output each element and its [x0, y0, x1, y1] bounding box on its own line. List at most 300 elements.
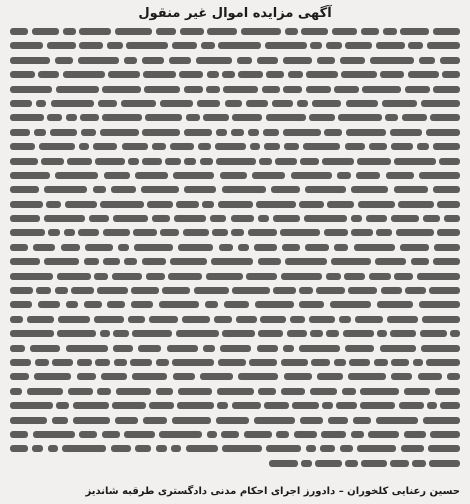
text-word: [10, 359, 31, 366]
text-word: [186, 114, 200, 121]
text-word: [222, 330, 255, 337]
text-word: [433, 186, 460, 193]
text-line: [10, 343, 460, 355]
text-word: [377, 330, 387, 337]
text-line: [10, 170, 460, 182]
text-word: [81, 129, 96, 136]
text-word: [380, 71, 404, 78]
text-word: [260, 316, 286, 323]
text-word: [168, 273, 202, 280]
text-word: [103, 229, 130, 236]
text-line: [10, 199, 460, 211]
text-word: [73, 402, 109, 409]
text-word: [57, 330, 96, 337]
text-word: [238, 373, 278, 380]
text-word: [112, 402, 146, 409]
text-word: [411, 258, 429, 265]
text-word: [143, 71, 176, 78]
text-word: [77, 373, 96, 380]
text-word: [207, 71, 219, 78]
text-word: [222, 186, 266, 193]
text-word: [266, 445, 301, 452]
text-word: [84, 301, 102, 308]
text-word: [266, 71, 284, 78]
text-word: [210, 215, 226, 222]
text-line: [10, 415, 460, 427]
text-word: [57, 273, 91, 280]
text-word: [32, 28, 59, 35]
text-line: [10, 227, 460, 239]
text-word: [10, 143, 35, 150]
text-word: [156, 359, 169, 366]
text-word: [48, 445, 58, 452]
text-word: [159, 301, 199, 308]
text-word: [100, 129, 139, 136]
text-word: [374, 359, 388, 366]
text-word: [179, 71, 203, 78]
text-word: [10, 417, 47, 424]
text-word: [78, 57, 119, 64]
text-word: [430, 431, 460, 438]
text-word: [281, 273, 322, 280]
text-word: [232, 287, 270, 294]
text-word: [144, 86, 180, 93]
text-word: [396, 229, 434, 236]
text-word: [10, 186, 39, 193]
text-word: [360, 388, 399, 395]
text-word: [426, 359, 460, 366]
text-word: [427, 402, 437, 409]
text-word: [10, 316, 23, 323]
text-word: [84, 258, 99, 265]
text-line: [10, 429, 460, 441]
text-word: [152, 143, 166, 150]
text-word: [200, 158, 213, 165]
text-word: [41, 158, 64, 165]
text-word: [361, 460, 387, 467]
text-word: [400, 28, 429, 35]
text-word: [246, 273, 277, 280]
text-word: [309, 316, 335, 323]
text-word: [132, 330, 172, 337]
text-word: [115, 417, 138, 424]
text-word: [79, 42, 103, 49]
text-word: [80, 114, 99, 121]
text-word: [39, 143, 75, 150]
text-word: [146, 273, 165, 280]
text-word: [174, 215, 206, 222]
text-word: [345, 143, 365, 150]
text-word: [124, 258, 137, 265]
text-word: [68, 388, 93, 395]
text-word: [10, 215, 40, 222]
text-word: [113, 215, 148, 222]
text-word: [309, 114, 335, 121]
text-word: [152, 215, 170, 222]
text-word: [287, 330, 307, 337]
text-word: [334, 359, 346, 366]
text-line: [10, 69, 460, 81]
text-word: [173, 172, 214, 179]
text-word: [326, 273, 341, 280]
text-word: [156, 445, 167, 452]
text-word: [391, 359, 409, 366]
text-word: [419, 172, 460, 179]
text-word: [434, 244, 460, 251]
text-line: [10, 443, 460, 455]
text-word: [292, 402, 319, 409]
text-word: [450, 330, 460, 337]
text-word: [264, 402, 289, 409]
text-word: [391, 143, 413, 150]
text-word: [30, 345, 60, 352]
text-word: [171, 445, 181, 452]
text-word: [429, 460, 460, 467]
text-word: [332, 28, 357, 35]
text-word: [299, 301, 324, 308]
text-word: [273, 215, 300, 222]
text-line: [10, 357, 460, 369]
text-word: [33, 244, 55, 251]
text-word: [124, 57, 137, 64]
text-word: [430, 114, 460, 121]
text-word: [258, 215, 269, 222]
text-word: [398, 201, 434, 208]
text-word: [249, 359, 277, 366]
text-word: [124, 431, 155, 438]
text-word: [38, 71, 59, 78]
text-word: [224, 301, 249, 308]
text-line: [10, 386, 460, 398]
text-word: [55, 172, 98, 179]
text-word: [212, 229, 228, 236]
text-word: [345, 460, 358, 467]
text-word: [217, 388, 254, 395]
text-word: [366, 215, 387, 222]
text-word: [433, 143, 460, 150]
text-word: [93, 143, 117, 150]
text-word: [115, 28, 152, 35]
text-word: [149, 316, 178, 323]
text-word: [369, 143, 387, 150]
text-word: [275, 158, 297, 165]
text-word: [369, 273, 391, 280]
text-word: [439, 158, 460, 165]
text-word: [176, 201, 199, 208]
text-word: [95, 359, 110, 366]
text-word: [206, 86, 220, 93]
text-word: [300, 417, 323, 424]
text-word: [248, 229, 277, 236]
text-word: [62, 445, 106, 452]
text-word: [320, 445, 335, 452]
text-word: [351, 431, 364, 438]
text-word: [376, 417, 418, 424]
text-word: [94, 273, 108, 280]
text-word: [220, 172, 247, 179]
text-line: [10, 400, 460, 412]
text-word: [218, 42, 261, 49]
text-word: [291, 172, 332, 179]
text-word: [167, 345, 198, 352]
text-word: [55, 57, 73, 64]
text-word: [218, 359, 246, 366]
text-word: [315, 460, 342, 467]
text-word: [351, 186, 388, 193]
text-word: [50, 129, 77, 136]
text-word: [101, 373, 127, 380]
text-word: [32, 445, 43, 452]
text-word: [178, 388, 212, 395]
text-word: [131, 301, 153, 308]
text-word: [257, 345, 278, 352]
text-word: [10, 172, 50, 179]
text-word: [184, 86, 203, 93]
text-word: [172, 359, 214, 366]
text-word: [66, 345, 108, 352]
text-word: [404, 388, 430, 395]
text-word: [254, 417, 295, 424]
text-word: [156, 28, 176, 35]
text-word: [299, 287, 313, 294]
text-word: [10, 388, 22, 395]
text-word: [10, 330, 54, 337]
text-word: [114, 359, 127, 366]
text-word: [310, 330, 323, 337]
text-word: [290, 316, 305, 323]
text-word: [394, 186, 428, 193]
text-word: [52, 359, 73, 366]
text-word: [132, 373, 167, 380]
text-word: [433, 28, 460, 35]
text-word: [147, 201, 173, 208]
text-word: [194, 287, 229, 294]
text-line: [10, 242, 460, 254]
text-word: [95, 158, 125, 165]
text-word: [231, 215, 254, 222]
text-word: [103, 258, 120, 265]
text-word: [285, 28, 298, 35]
text-word: [238, 71, 263, 78]
text-word: [35, 359, 49, 366]
text-word: [10, 244, 28, 251]
notice-signature: حسین رعنایی کلخوران – دادورز اجرای احکام مدنی دادگستری طرقبه شاندیز: [85, 486, 460, 497]
text-word: [390, 460, 409, 467]
text-word: [10, 345, 25, 352]
text-word: [391, 373, 412, 380]
text-word: [299, 345, 340, 352]
text-word: [79, 28, 111, 35]
text-word: [428, 445, 460, 452]
text-word: [184, 129, 212, 136]
text-word: [138, 345, 161, 352]
text-word: [402, 114, 427, 121]
text-word: [376, 42, 405, 49]
text-word: [348, 287, 377, 294]
text-word: [304, 215, 347, 222]
text-word: [271, 186, 300, 193]
text-word: [34, 129, 46, 136]
text-word: [130, 359, 152, 366]
text-word: [331, 258, 371, 265]
text-line: [10, 314, 460, 326]
text-word: [423, 417, 460, 424]
text-word: [205, 301, 218, 308]
text-word: [44, 258, 79, 265]
text-word: [142, 57, 164, 64]
text-word: [44, 186, 87, 193]
text-word: [310, 42, 322, 49]
text-word: [345, 42, 372, 49]
text-word: [216, 158, 256, 165]
text-word: [399, 402, 424, 409]
text-word: [203, 114, 229, 121]
text-word: [66, 114, 77, 121]
text-word: [10, 129, 30, 136]
text-line: [10, 285, 460, 297]
text-word: [172, 417, 211, 424]
text-line: [10, 256, 460, 268]
text-word: [417, 273, 460, 280]
text-word: [215, 143, 246, 150]
text-word: [358, 201, 395, 208]
text-word: [273, 287, 296, 294]
text-word: [337, 172, 351, 179]
text-word: [55, 287, 68, 294]
text-word: [10, 57, 50, 64]
text-word: [381, 287, 402, 294]
text-word: [422, 316, 460, 323]
text-word: [272, 100, 293, 107]
text-word: [177, 402, 214, 409]
text-word: [276, 431, 289, 438]
text-word: [301, 28, 328, 35]
text-line: [10, 213, 460, 225]
text-word: [404, 431, 426, 438]
text-word: [427, 42, 460, 49]
text-word: [437, 229, 460, 236]
text-word: [390, 129, 422, 136]
text-word: [10, 402, 53, 409]
text-line: [10, 184, 460, 196]
text-word: [354, 244, 395, 251]
text-word: [200, 373, 233, 380]
text-word: [282, 244, 300, 251]
text-word: [203, 345, 215, 352]
text-word: [283, 129, 321, 136]
text-word: [385, 114, 398, 121]
text-word: [246, 100, 268, 107]
text-word: [216, 417, 249, 424]
text-line: [10, 127, 460, 139]
text-word: [317, 373, 343, 380]
text-word: [306, 445, 316, 452]
text-word: [63, 71, 105, 78]
text-word: [94, 316, 124, 323]
text-word: [266, 114, 306, 121]
text-word: [418, 373, 442, 380]
text-word: [113, 330, 129, 337]
text-word: [401, 445, 424, 452]
text-word: [387, 316, 418, 323]
text-word: [257, 57, 278, 64]
text-word: [231, 229, 244, 236]
text-word: [383, 28, 397, 35]
text-word: [10, 229, 45, 236]
text-line: [10, 371, 460, 383]
text-word: [56, 402, 69, 409]
text-word: [10, 445, 28, 452]
text-word: [107, 301, 125, 308]
text-word: [218, 201, 253, 208]
text-word: [160, 229, 179, 236]
text-word: [89, 215, 109, 222]
text-word: [44, 215, 85, 222]
text-word: [197, 100, 220, 107]
text-word: [165, 158, 181, 165]
text-line: [10, 98, 460, 110]
text-word: [135, 445, 151, 452]
text-word: [263, 129, 279, 136]
text-word: [33, 431, 75, 438]
text-word: [128, 158, 139, 165]
text-word: [322, 402, 333, 409]
text-word: [326, 330, 339, 337]
text-word: [340, 57, 365, 64]
text-word: [440, 57, 460, 64]
text-word: [100, 201, 144, 208]
text-word: [184, 186, 216, 193]
text-word: [391, 215, 419, 222]
text-word: [346, 129, 386, 136]
text-word: [321, 431, 346, 438]
text-word: [310, 388, 337, 395]
text-word: [421, 345, 460, 352]
text-word: [377, 301, 413, 308]
text-word: [10, 287, 33, 294]
text-word: [435, 388, 460, 395]
text-word: [330, 301, 371, 308]
text-word: [264, 143, 280, 150]
text-word: [207, 431, 217, 438]
text-word: [231, 129, 244, 136]
text-word: [222, 71, 235, 78]
text-word: [294, 431, 317, 438]
text-word: [349, 359, 370, 366]
text-word: [262, 86, 280, 93]
text-word: [423, 215, 440, 222]
text-word: [258, 258, 281, 265]
text-word: [219, 244, 233, 251]
text-word: [66, 301, 78, 308]
text-word: [34, 373, 71, 380]
text-word: [27, 316, 54, 323]
text-word: [38, 301, 60, 308]
text-word: [93, 186, 106, 193]
text-word: [98, 100, 117, 107]
text-word: [207, 28, 237, 35]
text-word: [442, 71, 460, 78]
text-word: [405, 86, 430, 93]
text-word: [351, 215, 362, 222]
text-word: [400, 244, 429, 251]
text-word: [79, 143, 89, 150]
text-word: [288, 71, 303, 78]
text-word: [285, 258, 327, 265]
text-word: [73, 417, 110, 424]
text-word: [394, 273, 413, 280]
text-word: [361, 28, 379, 35]
